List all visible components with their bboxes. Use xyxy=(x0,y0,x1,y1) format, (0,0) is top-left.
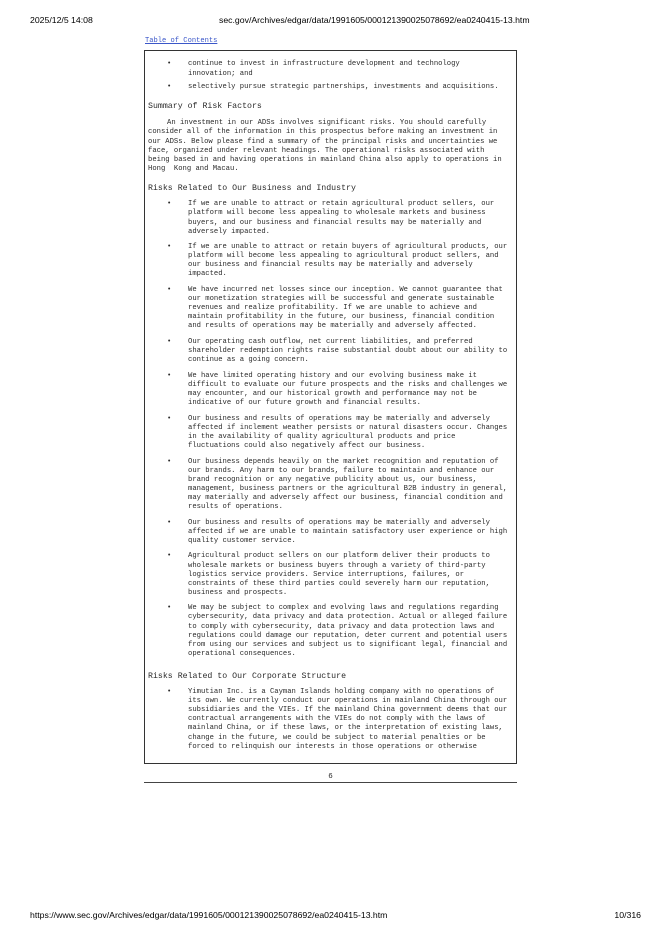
risk-item xyxy=(148,458,516,513)
text-line: • If we are unable to attract or retain agricultural product sellers, our xyxy=(188,200,495,209)
text-line: operational consequences. xyxy=(188,649,296,658)
risk-item xyxy=(148,688,516,752)
text-line: fluctuations could also negatively affect our business. xyxy=(188,441,426,450)
text-line: shareholder redemption rights raise substantial doubt about our ability to xyxy=(188,347,508,356)
text-line: • Our business depends heavily on the market recognition and reputation of xyxy=(188,457,499,466)
page-divider xyxy=(144,782,517,783)
text-line: • continue to invest in infrastructure development and technology xyxy=(188,60,460,69)
text-line: • Our business and results of operations may be materially and adversely xyxy=(188,414,490,423)
text-line: being based in and having operations in mainland China also apply to operations in xyxy=(148,155,502,164)
section-heading-business-risks: Risks Related to Our Business and Industry xyxy=(148,183,356,193)
strategy-item xyxy=(148,83,516,92)
summary-paragraph xyxy=(148,119,516,174)
text-line: business and prospects. xyxy=(188,588,288,597)
text-line: maintain profitability in the future, our business, financial condition xyxy=(188,313,495,322)
text-line: impacted. xyxy=(188,270,227,279)
text-line: • We have incurred net losses since our inception. We cannot guarantee that xyxy=(188,286,503,295)
print-footer-url: https://www.sec.gov/Archives/edgar/data/1991605/000121390025078692/ea0240415-13.htm xyxy=(30,910,388,920)
text-line: may encounter, and our historical growth and performance may not be xyxy=(188,390,477,399)
text-line: our brands. Any harm to our brands, failure to maintain and enhance our xyxy=(188,466,495,475)
text-line: An investment in our ADSs involves significant risks. You should carefully xyxy=(167,119,487,128)
text-line: • Our business and results of operations may be materially and adversely xyxy=(188,518,490,527)
text-line: adversely impacted. xyxy=(188,227,270,236)
text-line: Hong Kong and Macau. xyxy=(148,164,239,173)
risk-item xyxy=(148,338,516,365)
text-line: quality customer service. xyxy=(188,536,296,545)
text-line: platform will become less appealing to wholesale markets and business xyxy=(188,209,486,218)
text-line: may materially and adversely affect our business, financial condition and xyxy=(188,493,503,502)
text-line: indicative of our future growth and financial results. xyxy=(188,399,421,408)
risk-item xyxy=(148,372,516,408)
text-line: revenues and realize profitability. If we are unable to achieve and xyxy=(188,304,477,313)
text-line: affected if we are unable to maintain satisfactory user experience or high xyxy=(188,527,508,536)
text-line: results of operations. xyxy=(188,503,283,512)
text-line: mainland China, or if these laws, or the interpretation of existing laws, xyxy=(188,724,503,733)
text-line: platform will become less appealing to agricultural product sellers, and xyxy=(188,252,499,261)
text-line: difficult to evaluate our future prospects and the risks and challenges we xyxy=(188,380,508,389)
text-line: to comply with cybersecurity, data privacy and data protection laws and xyxy=(188,622,495,631)
text-line: subsidiaries and the VIEs. If the mainland China government deems that our xyxy=(188,706,508,715)
print-header-title: sec.gov/Archives/edgar/data/1991605/000121390025078692/ea0240415-13.htm xyxy=(219,15,530,25)
text-line: • If we are unable to attract or retain buyers of agricultural products, our xyxy=(188,243,508,252)
text-line: contractual arrangements with the VIEs do not comply with the laws of xyxy=(188,715,486,724)
text-line: forced to relinquish our interests in those operations or otherwise xyxy=(188,742,477,751)
text-line: management, business partners or the agricultural B2B industry in general, xyxy=(188,484,508,493)
text-line: and results of operations may be materially and adversely affected. xyxy=(188,322,477,331)
text-line: innovation; and xyxy=(188,69,253,78)
text-line: our monetization strategies will be successful and generate sustainable xyxy=(188,295,495,304)
strategy-item xyxy=(148,60,516,78)
document-page-frame xyxy=(144,50,517,764)
text-line: buyers, and our business and financial results may be materially and xyxy=(188,218,482,227)
risk-item xyxy=(148,200,516,236)
text-line: • Our operating cash outflow, net current liabilities, and preferred xyxy=(188,338,473,347)
text-line: brand recognition or any negative publicity about us, our business, xyxy=(188,475,477,484)
risk-item xyxy=(148,604,516,659)
text-line: face, organized under relevant headings. The operational risks associated with xyxy=(148,146,485,155)
text-line: wholesale markets or business buyers through a variety of third-party xyxy=(188,561,486,570)
text-line: our ADSs. Below please find a summary of the principal risks and uncertainties we xyxy=(148,137,498,146)
strategy-list xyxy=(148,60,516,92)
text-line: cybersecurity, data privacy and data protection. Actual or alleged failure xyxy=(188,613,508,622)
text-line: our business and financial results may be materially and adversely xyxy=(188,261,473,270)
text-line: regulations could damage our reputation, deter current and potential users xyxy=(188,631,508,640)
text-line: consider all of the information in this prospectus before making an investment in xyxy=(148,128,498,137)
text-line: • We have limited operating history and our evolving business make it xyxy=(188,371,477,380)
risk-item xyxy=(148,243,516,279)
text-line: • Yimutian Inc. is a Cayman Islands holding company with no operations of xyxy=(188,688,495,697)
text-line: • selectively pursue strategic partnerships, investments and acquisitions. xyxy=(188,83,499,92)
text-line: affected if inclement weather persists or natural disasters occur. Changes xyxy=(188,423,508,432)
text-line: in the availability of quality agricultural products and price xyxy=(188,432,456,441)
section-heading-corporate-risks: Risks Related to Our Corporate Structure xyxy=(148,671,347,681)
print-footer-page-counter: 10/316 xyxy=(614,910,641,920)
risk-item xyxy=(148,415,516,451)
text-line: constraints of these third parties could severely harm our reputation, xyxy=(188,579,490,588)
text-line: its own. We currently conduct our operations in mainland China through our xyxy=(188,697,508,706)
print-header-timestamp: 2025/12/5 14:08 xyxy=(30,15,93,25)
corporate-risk-list xyxy=(148,688,516,752)
text-line: continue as a going concern. xyxy=(188,356,309,365)
risk-item xyxy=(148,519,516,546)
text-line: • Agricultural product sellers on our platform deliver their products to xyxy=(188,552,490,561)
risk-item xyxy=(148,286,516,331)
section-heading-summary: Summary of Risk Factors xyxy=(148,101,262,111)
business-risk-list xyxy=(148,200,516,659)
text-line: from using our services and subject us to significant legal, financial and xyxy=(188,640,508,649)
page-number: 6 xyxy=(328,773,333,781)
text-line: change in the future, we could be subject to material penalties or be xyxy=(188,733,486,742)
text-line: • We may be subject to complex and evolving laws and regulations regarding xyxy=(188,604,499,613)
table-of-contents-link[interactable]: Table of Contents xyxy=(145,37,218,45)
risk-item xyxy=(148,552,516,597)
text-line: logistics service providers. Service interruptions, failures, or xyxy=(188,570,465,579)
